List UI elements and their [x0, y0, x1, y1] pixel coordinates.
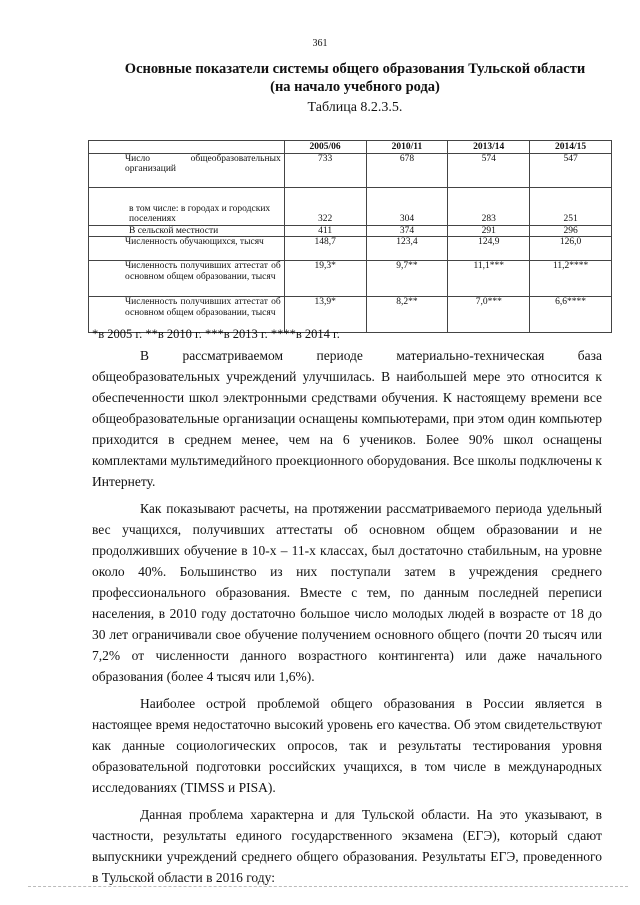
table-row	[89, 153, 612, 187]
table-cell: 547	[530, 153, 612, 187]
table-row	[89, 187, 612, 225]
paragraph: Данная проблема характерна и для Тульской области. На это указывают, в частности, результаты единого государственного экзамена (ЕГЭ), который сдают выпускники учреждений среднего общего образования. Результаты ЕГЭ, проведенного в Тульской области в 2016 году:	[92, 807, 602, 885]
table-cell: 296	[530, 225, 612, 237]
table-cell: 283	[448, 187, 530, 225]
table-label: Таблица 8.2.3.5.	[307, 100, 403, 115]
table-cell: 322	[284, 187, 366, 225]
table-header-row	[89, 141, 612, 154]
table-cell: 411	[284, 225, 366, 237]
paragraph: Как показывают расчеты, на протяжении рассматриваемого периода удельный вес учащихся, получивших аттестаты об основном общем образовании и не продолживших обучение в 10-х – 11-х классах, был достаточно стабильным, на уровне около 40%. Большинство из них поступали затем в учреждения среднего профессионального образования. Вместе с тем, по данным последней переписи населения, в 2010 году достаточно большое число молодых людей в возрасте от 18 до 30 лет ограничивали свое обучение получением основного общего (почти 20 тысяч или 7,2% от численности данного возрастного контингента) или даже начального образования (более 4 тысяч или 1,6%).	[92, 501, 602, 684]
column-header: 2013/14	[448, 141, 530, 154]
table-cell: 251	[530, 187, 612, 225]
table-footnote: *в 2005 г. **в 2010 г. ***в 2013 г. ****в 2014 г.	[92, 327, 340, 341]
table-row	[89, 225, 612, 237]
table-cell: 574	[448, 153, 530, 187]
table-cell: 9,7**	[366, 261, 448, 297]
row-label: Численность обучающихся, тысяч	[89, 237, 285, 261]
column-header: 2005/06	[284, 141, 366, 154]
table-cell: 148,7	[284, 237, 366, 261]
table-cell: 126,0	[530, 237, 612, 261]
table-cell: 11,2****	[530, 261, 612, 297]
row-label: Число общеобразовательных организаций	[89, 153, 285, 187]
table-cell: 374	[366, 225, 448, 237]
body-text	[92, 345, 602, 894]
table-row	[89, 261, 612, 297]
table-cell: 8,2**	[366, 297, 448, 333]
table-cell: 11,1***	[448, 261, 530, 297]
table-cell: 19,3*	[284, 261, 366, 297]
row-label: в том числе: в городах и городских поселениях	[89, 187, 285, 225]
table-cell: 124,9	[448, 237, 530, 261]
table-cell: 13,9*	[284, 297, 366, 333]
row-label: Численность получивших аттестат об основном общем образовании, тысяч	[89, 297, 285, 333]
table-row	[89, 237, 612, 261]
table-cell: 123,4	[366, 237, 448, 261]
table-cell: 304	[366, 187, 448, 225]
row-label: Численность получивших аттестат об основном общем образовании, тысяч	[89, 261, 285, 297]
header-blank	[89, 141, 285, 154]
page-number: 361	[312, 38, 328, 49]
column-header: 2014/15	[530, 141, 612, 154]
row-label: В сельской местности	[89, 225, 285, 237]
title-line-2: (на начало учебного рода)	[270, 79, 440, 95]
paragraph: Наиболее острой проблемой общего образования в России является в настоящее время недостаточно высокий уровень его качества. Об этом свидетельствуют как данные социологических опросов, так и результаты тестирования уровня образовательной подготовки российских учащихся, в том числе в международных исследованиях (TIMSS и PISA).	[92, 696, 602, 795]
table-cell: 6,6****	[530, 297, 612, 333]
document-title	[90, 60, 620, 96]
paragraph: В рассматриваемом периоде материально-техническая база общеобразовательных учреждений улучшилась. В наибольшей мере это относится к обеспеченности школ электронными средствами обучения. К настоящему времени все общеобразовательные организации оснащены компьютерами, при этом один компьютер приходится в среднем менее, чем на 6 учеников. Более 90% школ оснащены комплектами мультимедийного проекционного оборудования. Все школы подключены к Интернету.	[92, 348, 602, 489]
table-cell: 7,0***	[448, 297, 530, 333]
table-cell: 678	[366, 153, 448, 187]
title-line-1: Основные показатели системы общего образования Тульской области	[124, 61, 586, 77]
table-cell: 733	[284, 153, 366, 187]
scan-edge-line	[28, 886, 628, 887]
table-cell: 291	[448, 225, 530, 237]
statistics-table	[88, 140, 612, 333]
column-header: 2010/11	[366, 141, 448, 154]
